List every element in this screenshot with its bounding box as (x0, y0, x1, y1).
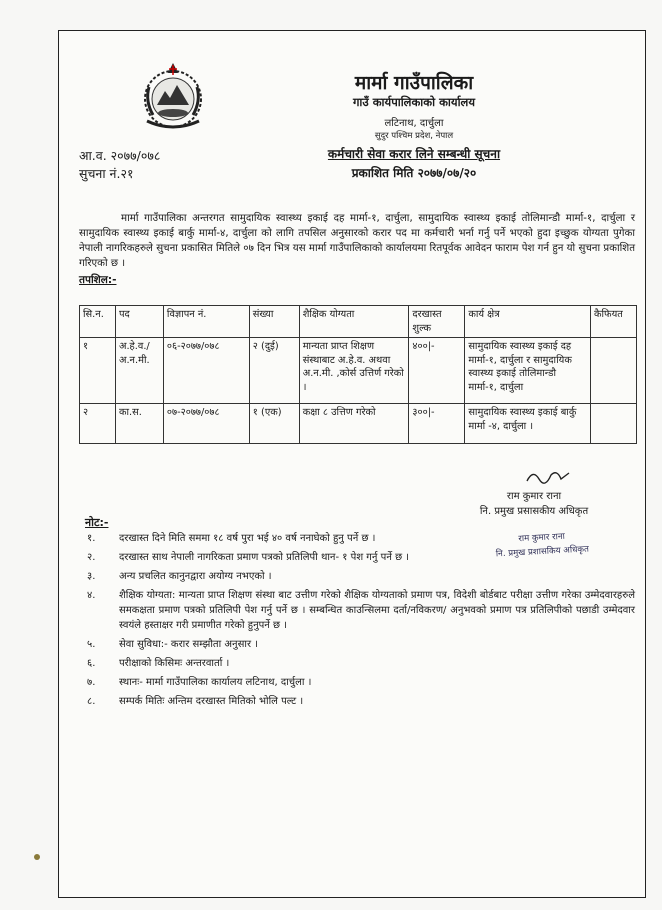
list-item (79, 569, 635, 584)
list-item (79, 550, 635, 565)
cell-remarks (590, 404, 636, 444)
details-heading: तपशिल:- (79, 274, 117, 286)
header-ad-no: विज्ञापन नं. (163, 306, 249, 338)
note-number: ८. (87, 696, 96, 707)
cell-ad-no: ०६-२०७७/०७८ (163, 338, 249, 404)
notice-number: सुचना नं.२१ (79, 166, 134, 181)
cell-qualification: कक्षा ८ उत्तिण गरेको (299, 404, 409, 444)
note-number: ७. (87, 677, 96, 688)
note-text: परीक्षाको किसिमः अन्तरवार्ता । (119, 658, 230, 669)
table-header-row (80, 306, 637, 338)
cell-post: का.स. (115, 404, 163, 444)
list-item (79, 531, 635, 546)
note-number: ४. (87, 590, 96, 601)
note-text: दरखास्त साथ नेपाली नागरिकता प्रमाण पत्रको प्रतिलिपी थान- १ पेश गर्नु पर्ने छ । (119, 552, 410, 563)
stamp-title: नि. प्रमुख प्रशासकिय अधिकृत (495, 544, 590, 560)
province-name: सुदुर पश्चिम प्रदेश, नेपाल (374, 131, 454, 141)
office-address: लटिनाथ, दार्चुला (384, 118, 444, 129)
signatory-title: नि. प्रमुख प्रसासकीय अधिकृत (479, 506, 589, 517)
cell-sn: १ (80, 338, 116, 404)
municipality-title: मार्मा गाउँपालिका (354, 72, 474, 94)
cell-post: अ.हे.व./ अ.न.मी. (115, 338, 163, 404)
list-item (79, 637, 635, 652)
table-row (80, 338, 637, 404)
header-work-area: कार्य क्षेत्र (465, 306, 591, 338)
list-item (79, 588, 635, 633)
header-fee: दरखास्त शुल्क (409, 306, 465, 338)
stamp-name: राम कुमार राना (518, 531, 566, 545)
table-row (80, 404, 637, 444)
cell-count: १ (एक) (249, 404, 299, 444)
note-number: २. (87, 552, 96, 563)
notes-heading: नोट:- (85, 516, 109, 529)
cell-remarks (590, 338, 636, 404)
signatory-name: राम कुमार राना (506, 491, 562, 502)
cell-fee: ३००|- (409, 404, 465, 444)
note-text: स्थानः- मार्मा गाउँपालिका कार्यालय लटिनाथ, दार्चुला । (119, 677, 312, 688)
cell-ad-no: ०७-२०७७/०७८ (163, 404, 249, 444)
signature-mark-icon (479, 465, 619, 487)
header-remarks: कैफियत (590, 306, 636, 338)
cell-qualification: मान्यता प्राप्त शिक्षण संस्थाबाट अ.हे.व. अथवा अ.न.मी. ,कोर्स उत्तिर्ण गरेको । (299, 338, 409, 404)
notice-title (209, 145, 619, 162)
notice-title-text: कर्मचारी सेवा करार लिने सम्बन्धी सूचना (327, 147, 501, 161)
vacancy-table (79, 305, 637, 444)
header-qualification: शैक्षिक योग्यता (299, 306, 409, 338)
list-item (79, 694, 635, 709)
notice-paragraph: मार्मा गाउँपालिका अन्तरगत सामुदायिक स्वास्थ्य इकाई दह मार्मा-१, दार्चुला, सामुदायिक स्वास्थ्य इकाई तोलिमान्डौ मार्मा-१, दार्चुला र सामुदायिक स्वास्थ्य इकाई बार्कु मार्मा-४, दार्चुला को लागि तपसिल अनुसारको करार पद मा कर्मचारी भर्ना गर्नु पर्ने भएको हुदा इच्छुक योग्यता पुगेका नेपाली नागरिकहरुले सुचना प्रकासित मितिले ०७ दिन भित्र यस मार्मा गाउँपालिकाको कार्यालयमा रितपूर्वक आवेदन फाराम पेश गर्न हुन यो सुचना प्रकाशित गरिएको छ । (79, 213, 635, 269)
cell-work-area: सामुदायिक स्वास्थ्य इकाई बार्कु मार्मा -४, दार्चुला । (465, 404, 591, 444)
note-text: सेवा सुविधा:- करार सम्झौता अनुसार । (119, 639, 259, 650)
cell-count: २ (दुई) (249, 338, 299, 404)
notes-list (79, 531, 635, 713)
cell-fee: ४००|- (409, 338, 465, 404)
notice-page (58, 30, 646, 898)
cell-sn: २ (80, 404, 116, 444)
header-sn: सि.न. (80, 306, 116, 338)
note-text: सम्पर्क मितिः अन्तिम दरखास्त मितिको भोलि पल्ट । (119, 696, 304, 707)
cell-work-area: सामुदायिक स्वास्थ्य इकाई दह मार्मा-१, दार्चुला र सामुदायिक स्वास्थ्य इकाई तोलिमान्डौ मार्मा-१, दार्चुला (465, 338, 591, 404)
fiscal-year: आ.व. २०७७/०७८ (79, 148, 161, 163)
note-text: दरखास्त दिने मिति सममा १८ वर्ष पुरा भई ४० वर्ष ननाघेको हुनु पर्ने छ । (119, 533, 376, 544)
scan-speck (34, 854, 40, 860)
note-text: शैक्षिक योग्यता: मान्यता प्राप्त शिक्षण संस्था बाट उत्तीण गरेको शैक्षिक योग्यताको प्रमाण पत्र, विदेशी बोर्डबाट परीक्षा उत्तीण गरेका उम्मेदवारहरुले समकक्षता प्रमाण पत्रको प्रतिलिपी पेश गर्नु पर्ने छ । सम्बन्धित काउन्सिलमा दर्ता/नविकरण/ अनुभवको प्रमाण पत्र प्रतिलिपीको पछाडी उम्मेदवार स्वयंले हस्ताक्षर गरी प्रमाणीत गरेको हुनुपर्ने छ । (119, 590, 635, 631)
office-name: गाउँ कार्यपालिकाको कार्यालय (352, 95, 476, 109)
note-number: ५. (87, 639, 96, 650)
note-text: अन्य प्रचलित कानुनद्वारा अयोग्य नभएको । (119, 571, 272, 582)
note-number: १. (87, 533, 96, 544)
published-date: प्रकाशित मिति २०७७/०७/२० (351, 166, 477, 180)
note-number: ३. (87, 571, 96, 582)
header-count: संख्या (249, 306, 299, 338)
list-item (79, 675, 635, 690)
government-emblem-icon (137, 61, 209, 131)
note-number: ६. (87, 658, 96, 669)
header-post: पद (115, 306, 163, 338)
list-item (79, 656, 635, 671)
